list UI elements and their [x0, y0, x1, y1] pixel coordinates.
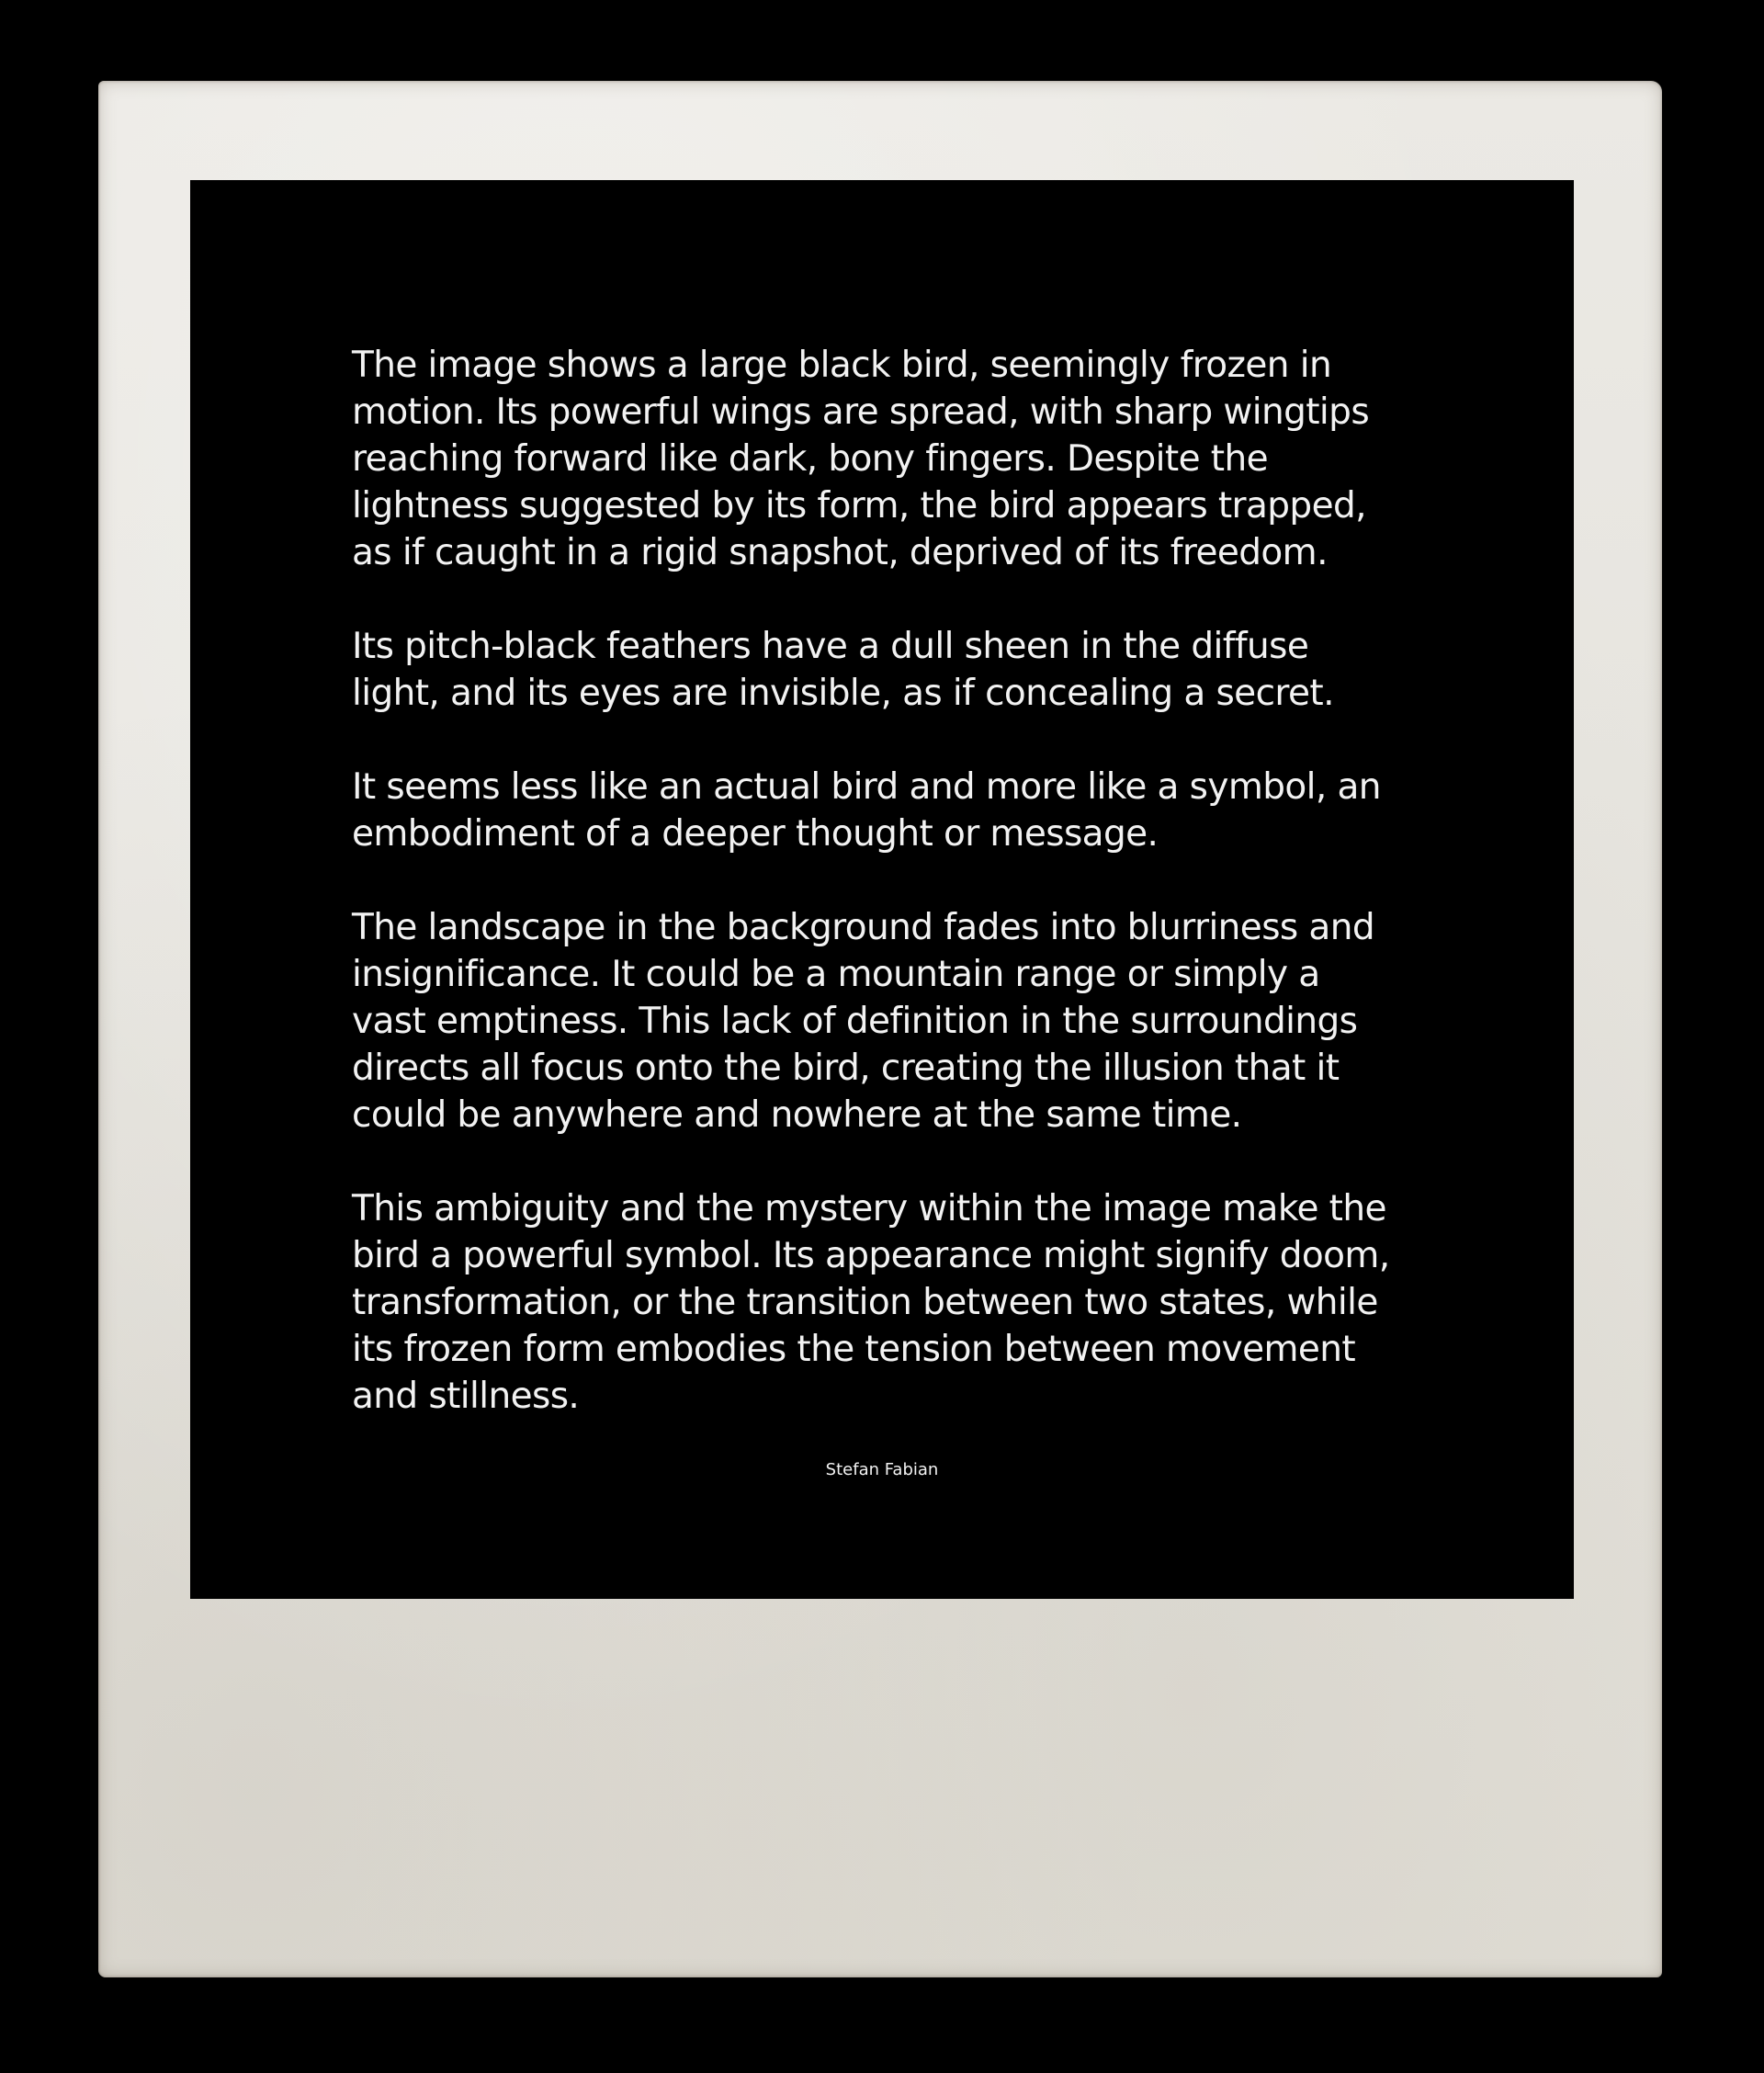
- paragraph-3: It seems less like an actual bird and more like a symbol, an embodiment of a deeper thought or message.: [352, 766, 1381, 855]
- paragraph-2: Its pitch-black feathers have a dull sheen in the diffuse light, and its eyes are invisible, as if concealing a secret.: [352, 626, 1334, 714]
- paragraph-4: The landscape in the background fades into blurriness and insignificance. It could be a mountain range or simply a vast emptiness. This lack of definition in the surroundings directs all focus onto the bird, creating the illusion that it could be anywhere and nowhere at the same time.: [352, 907, 1375, 1136]
- photo-area: [190, 180, 1574, 1599]
- paragraph-5: This ambiguity and the mystery within the image make the bird a powerful symbol. Its appearance might signify doom, transformation, or the transition between two states, while its frozen form embodies the tension between movement and stillness.: [352, 1188, 1390, 1417]
- text-block: [352, 342, 1454, 1420]
- author-name: Stefan Fabian: [825, 1460, 939, 1479]
- paragraph-1: The image shows a large black bird, seemingly frozen in motion. Its powerful wings are spread, with sharp wingtips reaching forward like dark, bony fingers. Despite the lightness suggested by its form, the bird appears trapped, as if caught in a rigid snapshot, deprived of its freedom.: [352, 345, 1370, 573]
